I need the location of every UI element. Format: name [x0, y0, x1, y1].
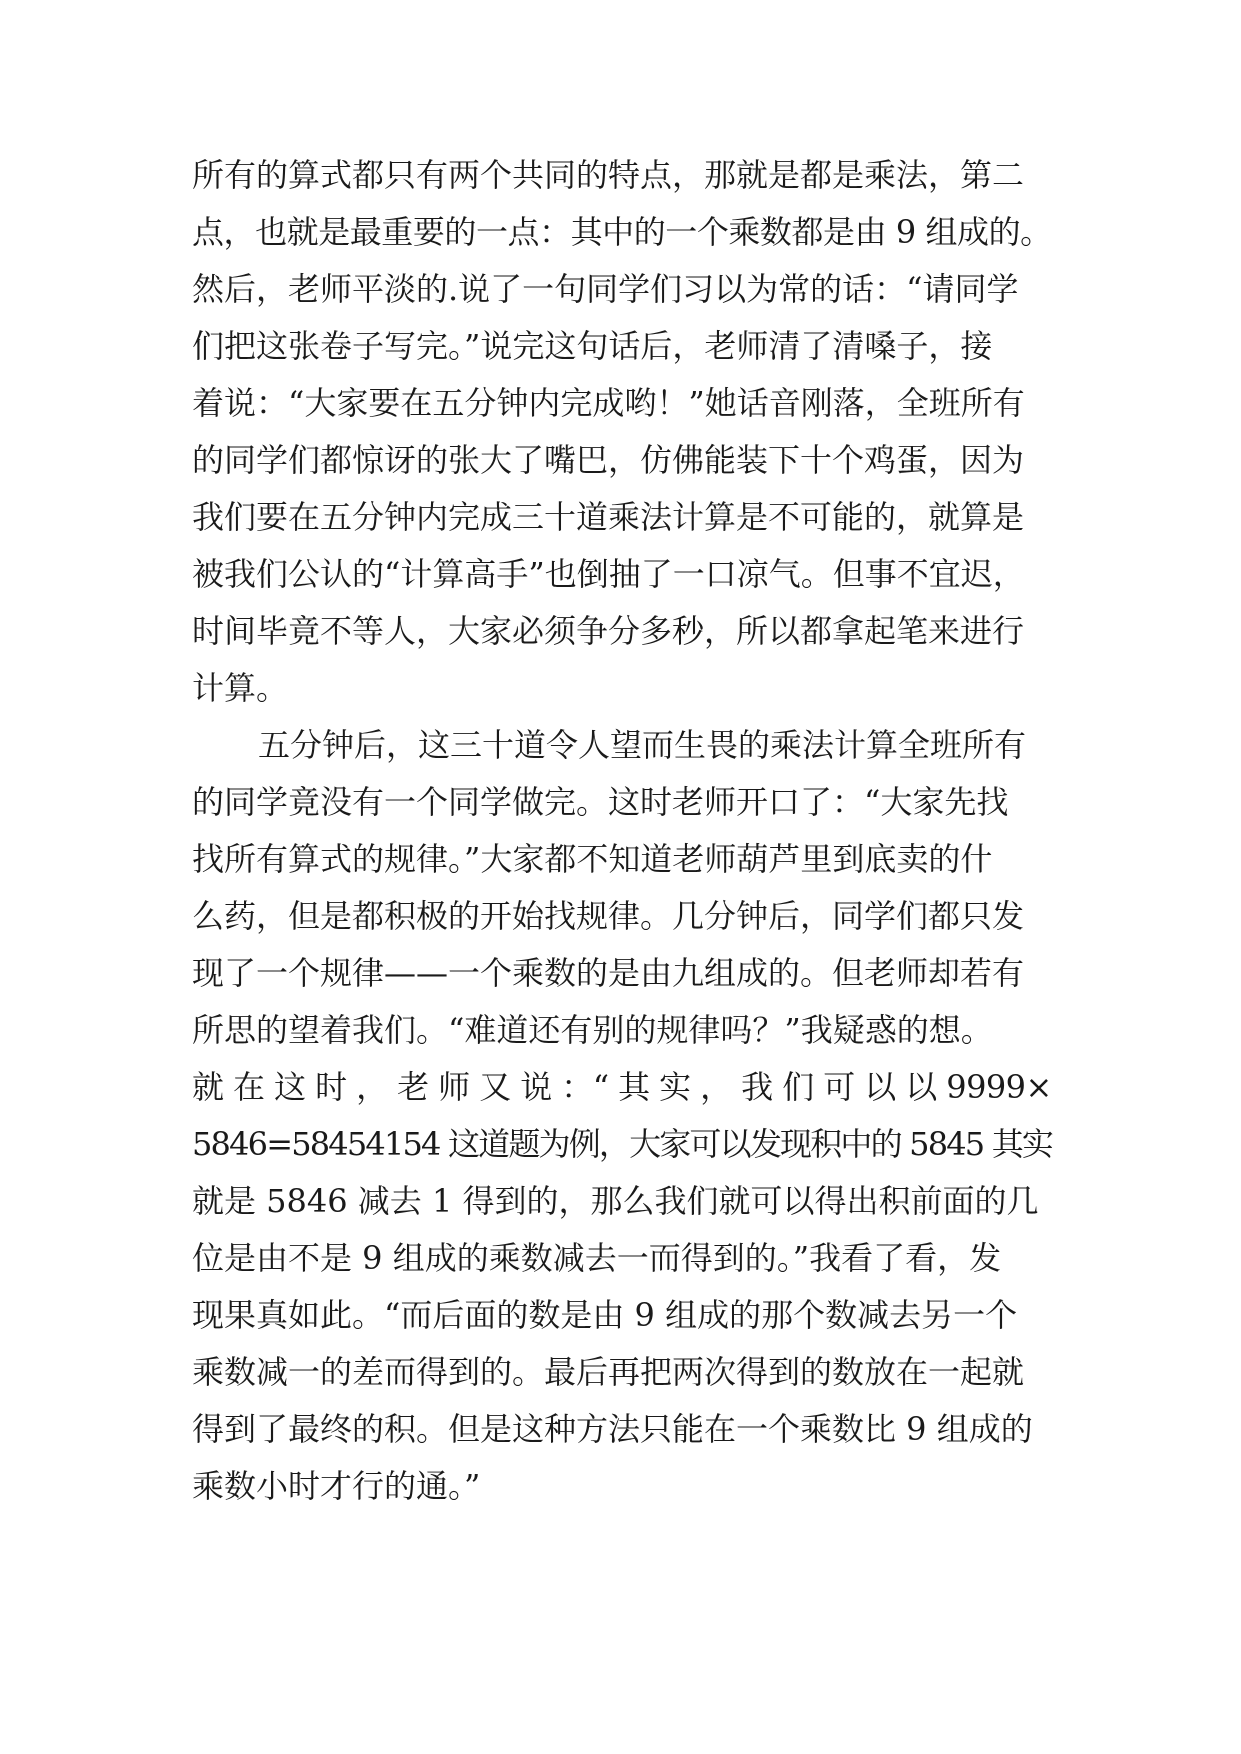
text-line-10: 计算。	[192, 669, 289, 707]
text-line-23: 得到了最终的积。但是这种方法只能在一个乘数比 9 组成的	[192, 1410, 1033, 1448]
text-line-5: 着说：“大家要在五分钟内完成哟！”她话音刚落，全班所有	[192, 384, 1025, 422]
text-line-8: 被我们公认的“计算高手”也倒抽了一口凉气。但事不宜迟，	[192, 555, 1025, 593]
text-line-18: 5846=58454154 这道题为例，大家可以发现积中的 5845 其实	[192, 1125, 1053, 1163]
text-line-1: 所有的算式都只有两个共同的特点，那就是都是乘法，第二	[192, 156, 1025, 194]
text-line-16: 所思的望着我们。“难道还有别的规律吗？”我疑惑的想。	[192, 1011, 993, 1049]
text-line-14: 么药，但是都积极的开始找规律。几分钟后，同学们都只发	[192, 897, 1025, 935]
text-line-11: 五分钟后，这三十道令人望而生畏的乘法计算全班所有	[258, 726, 1027, 764]
text-line-22: 乘数减一的差而得到的。最后再把两次得到的数放在一起就	[192, 1353, 1025, 1391]
text-line-15: 现了一个规律——一个乘数的是由九组成的。但老师却若有	[192, 954, 1025, 992]
text-line-6: 的同学们都惊讶的张大了嘴巴，仿佛能装下十个鸡蛋，因为	[192, 441, 1025, 479]
text-line-2: 点，也就是最重要的一点：其中的一个乘数都是由 9 组成的。	[192, 213, 1052, 251]
text-line-20: 位是由不是 9 组成的乘数减去一而得到的。”我看了看，发	[192, 1239, 1002, 1277]
text-line-13: 找所有算式的规律。”大家都不知道老师葫芦里到底卖的什	[192, 840, 993, 878]
text-line-19: 就是 5846 减去 1 得到的，那么我们就可以得出积前面的几	[192, 1182, 1039, 1220]
text-line-3: 然后，老师平淡的.说了一句同学们习以为常的话：“请同学	[192, 270, 1019, 308]
text-line-21: 现果真如此。“而后面的数是由 9 组成的那个数减去另一个	[192, 1296, 1018, 1334]
text-line-24: 乘数小时才行的通。”	[192, 1467, 481, 1505]
text-line-4: 们把这张卷子写完。”说完这句话后，老师清了清嗓子，接	[192, 327, 993, 365]
text-line-7: 我们要在五分钟内完成三十道乘法计算是不可能的，就算是	[192, 498, 1025, 536]
text-line-9: 时间毕竟不等人，大家必须争分多秒，所以都拿起笔来进行	[192, 612, 1025, 650]
text-line-17: 就 在 这 时 ， 老 师 又 说 ：“ 其 实 ， 我 们 可 以 以 9999×	[192, 1068, 1052, 1106]
text-line-12: 的同学竟没有一个同学做完。这时老师开口了：“大家先找	[192, 783, 1009, 821]
